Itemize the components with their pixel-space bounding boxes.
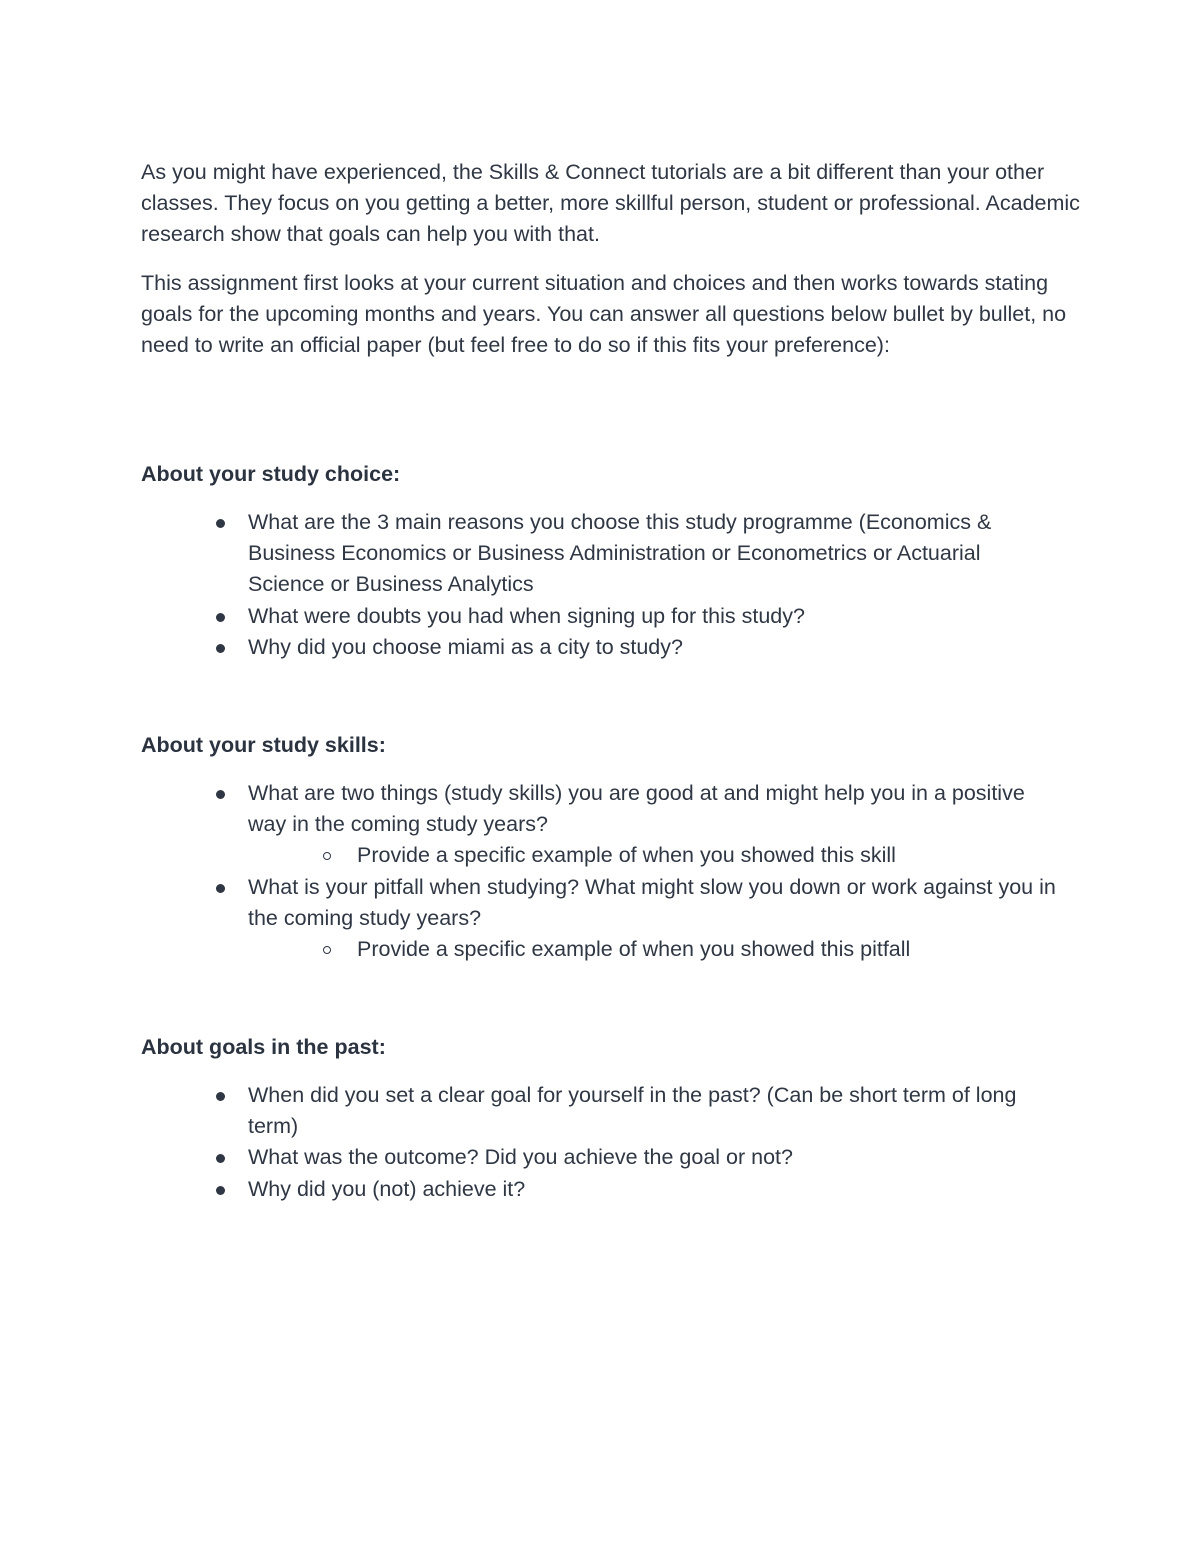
list-item-text: What are the 3 main reasons you choose this study programme (Economics & Business Economics or Business Administration or Econometrics or Actuarial Science or Business Analytics (248, 510, 992, 597)
list-item-text: Why did you choose miami as a city to study? (248, 634, 683, 659)
past-goals-list (0, 1080, 1058, 1205)
list-item-text: What were doubts you had when signing up for this study? (248, 603, 805, 628)
list-item-text: What is your pitfall when studying? What might slow you down or work against you in the coming study years? (248, 874, 1056, 930)
bullet-icon (216, 1186, 225, 1195)
bullet-icon (216, 1092, 225, 1101)
list-item (0, 507, 1058, 601)
study-skills-list (0, 778, 1058, 965)
section-heading-study-skills: About your study skills: (141, 733, 386, 757)
list-item (0, 778, 1058, 840)
list-item-text: When did you set a clear goal for yourself in the past? (Can be short term of long term) (248, 1083, 1017, 1139)
bullet-icon (216, 884, 225, 893)
section-heading-study-choice: About your study choice: (141, 462, 401, 486)
sub-list-item-text: Provide a specific example of when you showed this skill (357, 843, 896, 868)
bullet-icon (216, 790, 225, 799)
sub-list-item (0, 934, 1057, 965)
bullet-icon (216, 644, 225, 653)
intro-paragraph-2: This assignment first looks at your current situation and choices and then works towards stating goals for the upcoming months and years. You can answer all questions below bullet by bullet, no need to write an official paper (but feel free to do so if this fits your preference): (141, 271, 1067, 358)
list-item (0, 1174, 1058, 1205)
sub-list-item (0, 840, 1057, 871)
hollow-bullet-icon (323, 946, 331, 954)
list-item (0, 601, 1058, 632)
list-item (0, 1142, 1058, 1173)
intro-paragraph-1: As you might have experienced, the Skills & Connect tutorials are a bit different than your other classes. They focus on you getting a better, more skillful person, student or professional. Academic research show that goals can help you with that. (141, 160, 1080, 247)
list-item (0, 872, 1058, 934)
list-item-text: What was the outcome? Did you achieve the goal or not? (248, 1145, 793, 1170)
sub-list-item-text: Provide a specific example of when you showed this pitfall (357, 937, 911, 962)
list-item (0, 1080, 1058, 1142)
section-heading-past-goals: About goals in the past: (141, 1035, 386, 1059)
study-choice-list (0, 507, 1058, 663)
bullet-icon (216, 613, 225, 622)
bullet-icon (216, 519, 225, 528)
hollow-bullet-icon (323, 852, 331, 860)
bullet-icon (216, 1154, 225, 1163)
list-item-text: What are two things (study skills) you are good at and might help you in a positive way in the coming study years? (248, 781, 1025, 837)
list-item-text: Why did you (not) achieve it? (248, 1176, 526, 1201)
list-item (0, 632, 1058, 663)
